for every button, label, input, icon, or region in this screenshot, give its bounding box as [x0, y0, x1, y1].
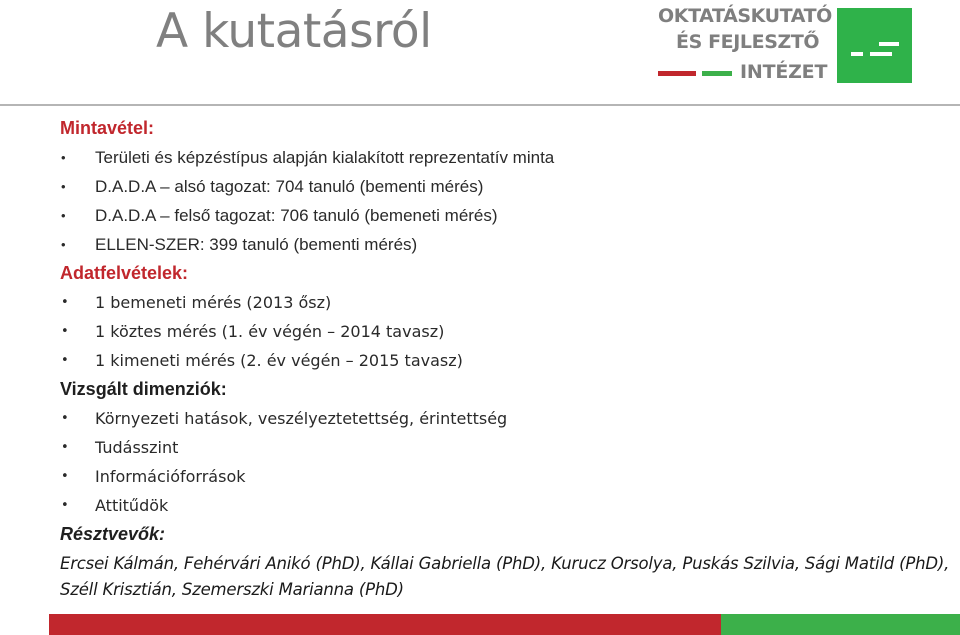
footer-red-segment — [49, 614, 721, 635]
bullet-icon: • — [61, 411, 69, 426]
logo-line-1: OKTATÁSKUTATÓ — [658, 5, 832, 27]
list-item-text: 1 kimeneti mérés (2. év végén – 2015 tavasz) — [95, 351, 463, 370]
list-item-text: Tudásszint — [95, 438, 179, 457]
list-item — [60, 404, 950, 433]
bullet-icon: • — [61, 208, 66, 223]
bullet-icon: • — [61, 353, 69, 368]
slide-content — [60, 114, 950, 603]
logo-red-dash — [658, 71, 696, 76]
list-item — [60, 172, 950, 201]
logo-line-2: ÉS FEJLESZTŐ — [676, 31, 820, 53]
header-divider — [0, 104, 960, 106]
list-item-text: ELLEN-SZER: 399 tanuló (bementi mérés) — [95, 235, 418, 254]
slide-title: A kutatásról — [156, 4, 432, 59]
bullet-icon: • — [61, 498, 69, 513]
logo-line-3: INTÉZET — [740, 61, 828, 83]
logo-green-dash — [702, 71, 732, 76]
section-heading-sampling: Mintavétel: — [60, 118, 155, 138]
list-item — [60, 317, 950, 346]
list-item — [60, 201, 950, 230]
bullet-icon: • — [61, 237, 66, 252]
footer-color-bar — [0, 614, 960, 635]
list-item-text: Attitűdök — [95, 496, 169, 515]
list-item-text: D.A.D.A – felső tagozat: 706 tanuló (bemeneti mérés) — [95, 206, 498, 225]
section-heading-dimensions: Vizsgált dimenziók: — [60, 379, 227, 399]
list-item — [60, 230, 950, 259]
list-item-text: Területi és képzéstípus alapján kialakított reprezentatív minta — [95, 148, 555, 167]
section-heading-participants: Résztvevők: — [60, 524, 166, 544]
bullet-icon: • — [61, 440, 69, 455]
list-item — [60, 491, 950, 520]
list-item-text: Környezeti hatások, veszélyeztetettség, érintettség — [95, 409, 508, 428]
logo-emblem-graphic — [837, 8, 912, 83]
sampling-list — [60, 143, 950, 259]
data-collection-list — [60, 288, 950, 375]
slide-header — [0, 0, 960, 107]
participants-text: Ercsei Kálmán, Fehérvári Anikó (PhD), Kállai Gabriella (PhD), Kurucz Orsolya, Puskás Szilvia, Sági Matild (PhD), Széll Krisztián, Szemerszki Marianna (PhD) — [60, 554, 950, 599]
bullet-icon: • — [61, 150, 66, 165]
list-item-text: Információforrások — [95, 467, 246, 486]
list-item-text: 1 köztes mérés (1. év végén – 2014 tavasz) — [95, 322, 445, 341]
footer-green-segment — [721, 614, 960, 635]
dimensions-list — [60, 404, 950, 520]
bullet-icon: • — [61, 324, 69, 339]
bullet-icon: • — [61, 469, 69, 484]
list-item-text: D.A.D.A – alsó tagozat: 704 tanuló (bementi mérés) — [95, 177, 484, 196]
list-item — [60, 346, 950, 375]
bullet-icon: • — [61, 295, 69, 310]
list-item-text: 1 bemeneti mérés (2013 ősz) — [95, 293, 332, 312]
list-item — [60, 433, 950, 462]
logo-emblem-icon — [837, 8, 912, 83]
list-item — [60, 462, 950, 491]
section-heading-data-collection: Adatfelvételek: — [60, 263, 189, 283]
bullet-icon: • — [61, 179, 66, 194]
list-item — [60, 288, 950, 317]
list-item — [60, 143, 950, 172]
